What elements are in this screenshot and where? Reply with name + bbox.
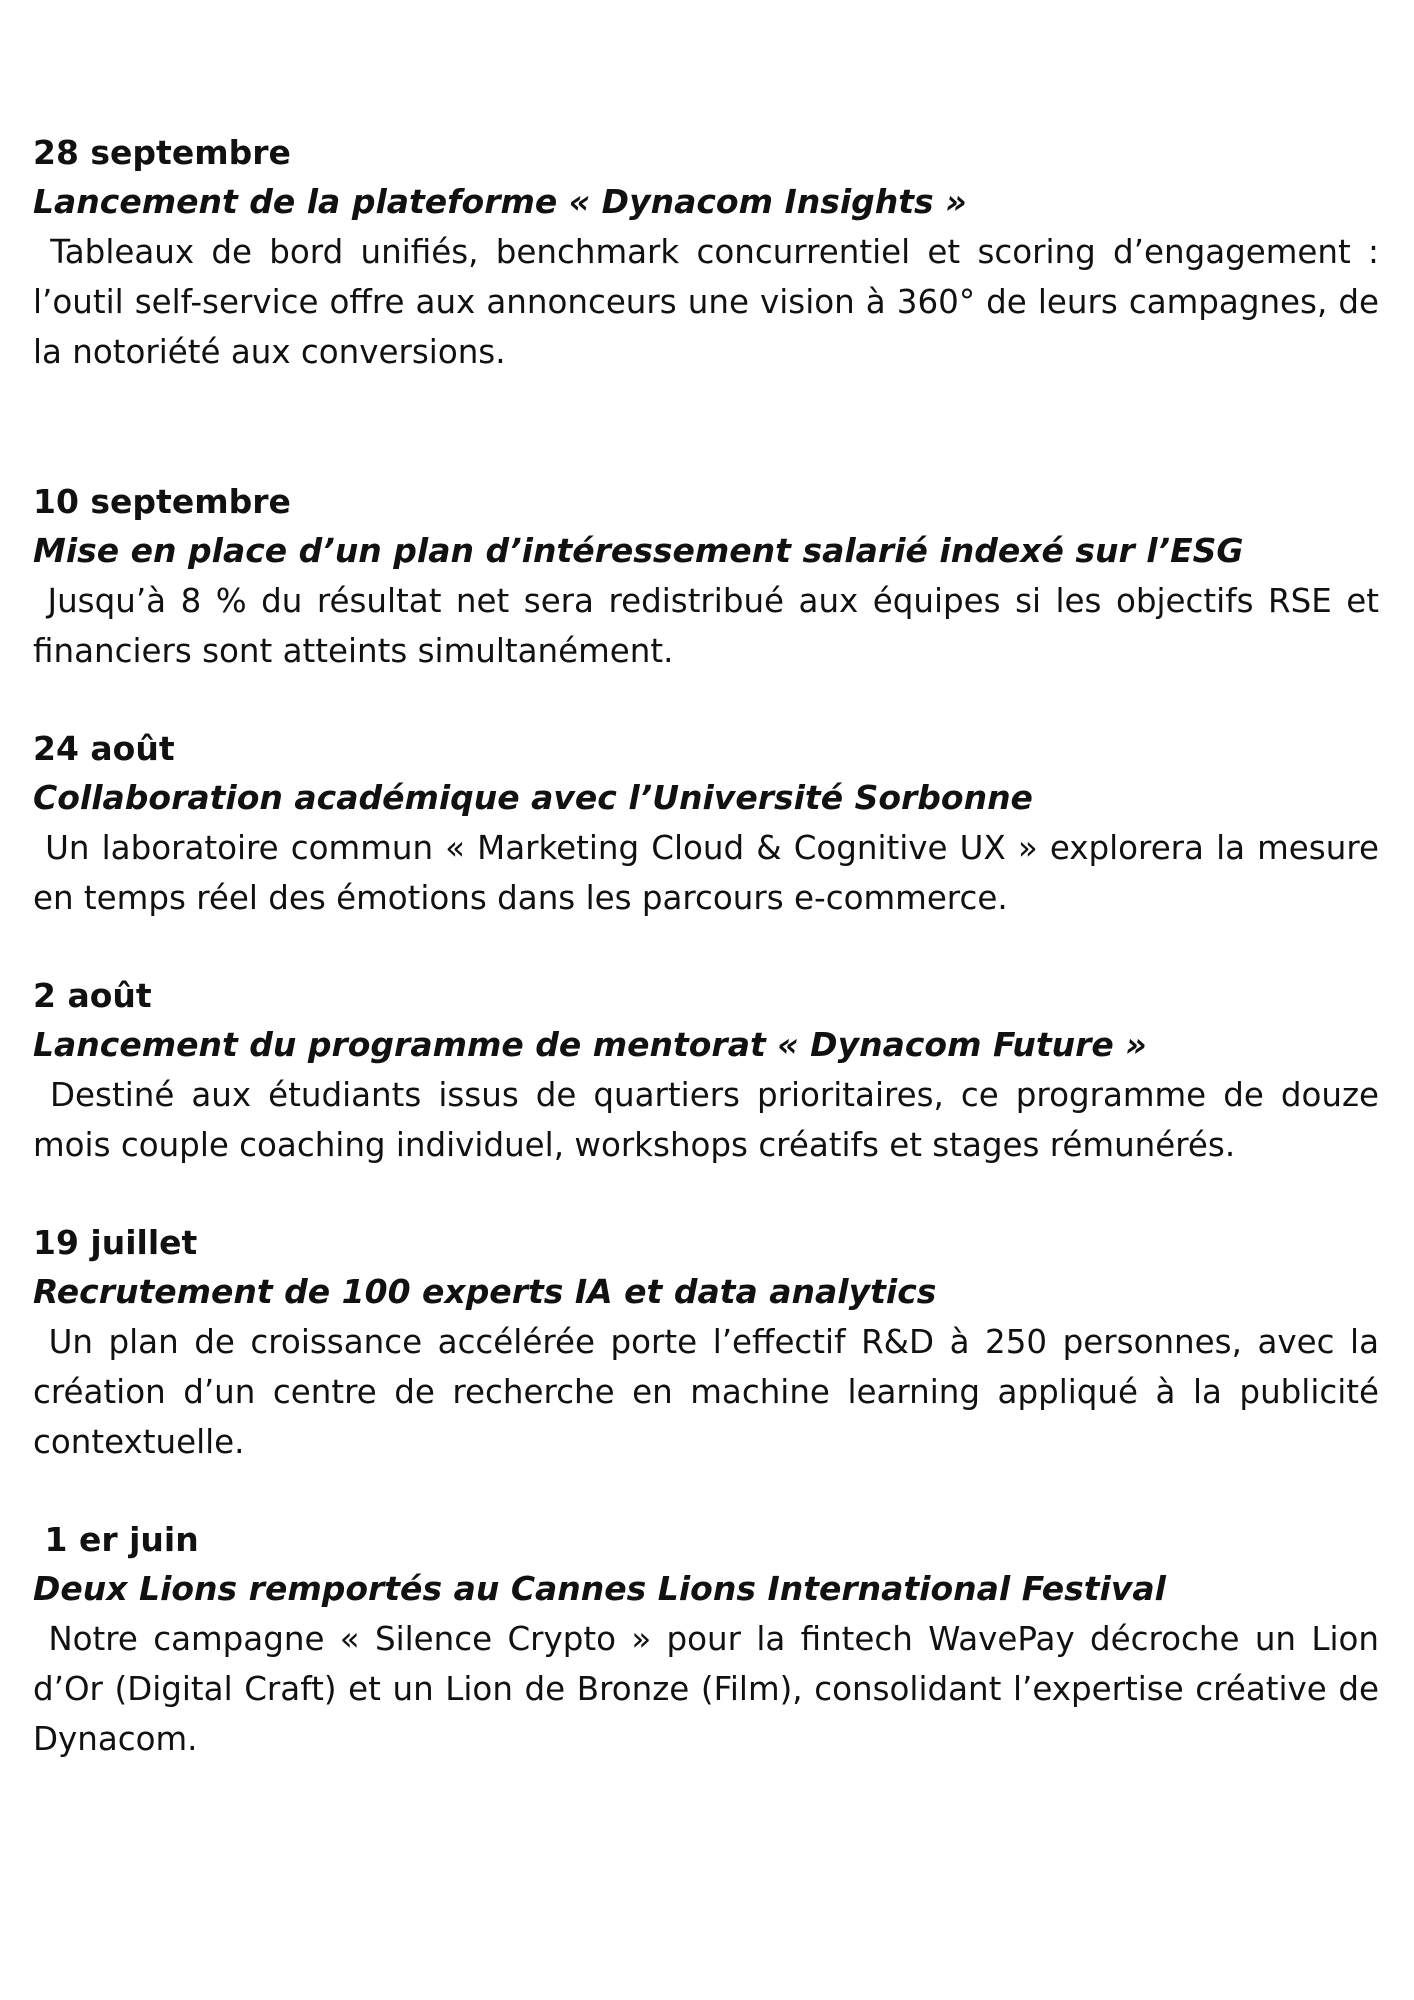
entry-title: Lancement du programme de mentorat « Dynacom Future »: [33, 1025, 1147, 1064]
news-entry: [33, 128, 1390, 377]
entry-date: 24 août: [33, 729, 175, 768]
entry-body: Un laboratoire commun « Marketing Cloud & Cognitive UX » explorera la mesure en temps réel des émotions dans les parcours e-commerce.: [33, 829, 1390, 917]
news-entry: [33, 971, 1390, 1170]
news-entry: [33, 724, 1390, 923]
entry-title: Recrutement de 100 experts IA et data analytics: [33, 1272, 937, 1311]
entry-date: 1 er juin: [33, 1520, 199, 1559]
news-timeline: [33, 128, 1390, 1764]
entry-body: Tableaux de bord unifiés, benchmark concurrentiel et scoring d’engagement : l’outil self-service offre aux annonceurs une vision à 360° de leurs campagnes, de la notoriété aux conversions.: [33, 233, 1390, 371]
entry-body: Jusqu’à 8 % du résultat net sera redistribué aux équipes si les objectifs RSE et financiers sont atteints simultanément.: [33, 582, 1390, 670]
entry-date: 19 juillet: [33, 1223, 198, 1262]
entry-date: 2 août: [33, 976, 152, 1015]
entry-date: 10 septembre: [33, 482, 291, 521]
news-entry: [33, 477, 1390, 676]
entry-date: 28 septembre: [33, 133, 291, 172]
entry-title: Deux Lions remportés au Cannes Lions International Festival: [33, 1569, 1166, 1608]
news-entry: [33, 1218, 1390, 1467]
entry-body: Un plan de croissance accélérée porte l’effectif R&D à 250 personnes, avec la création d’un centre de recherche en machine learning appliqué à la publicité contextuelle.: [33, 1323, 1390, 1461]
entry-title: Collaboration académique avec l’Université Sorbonne: [33, 778, 1033, 817]
entry-title: Lancement de la plateforme « Dynacom Insights »: [33, 182, 967, 221]
entry-body: Destiné aux étudiants issus de quartiers prioritaires, ce programme de douze mois couple coaching individuel, workshops créatifs et stages rémunérés.: [33, 1076, 1390, 1164]
news-entry: [33, 1515, 1390, 1764]
entry-title: Mise en place d’un plan d’intéressement salarié indexé sur l’ESG: [33, 531, 1244, 570]
entry-body: Notre campagne « Silence Crypto » pour la fintech WavePay décroche un Lion d’Or (Digital Craft) et un Lion de Bronze (Film), consolidant l’expertise créative de Dynacom.: [33, 1620, 1390, 1758]
